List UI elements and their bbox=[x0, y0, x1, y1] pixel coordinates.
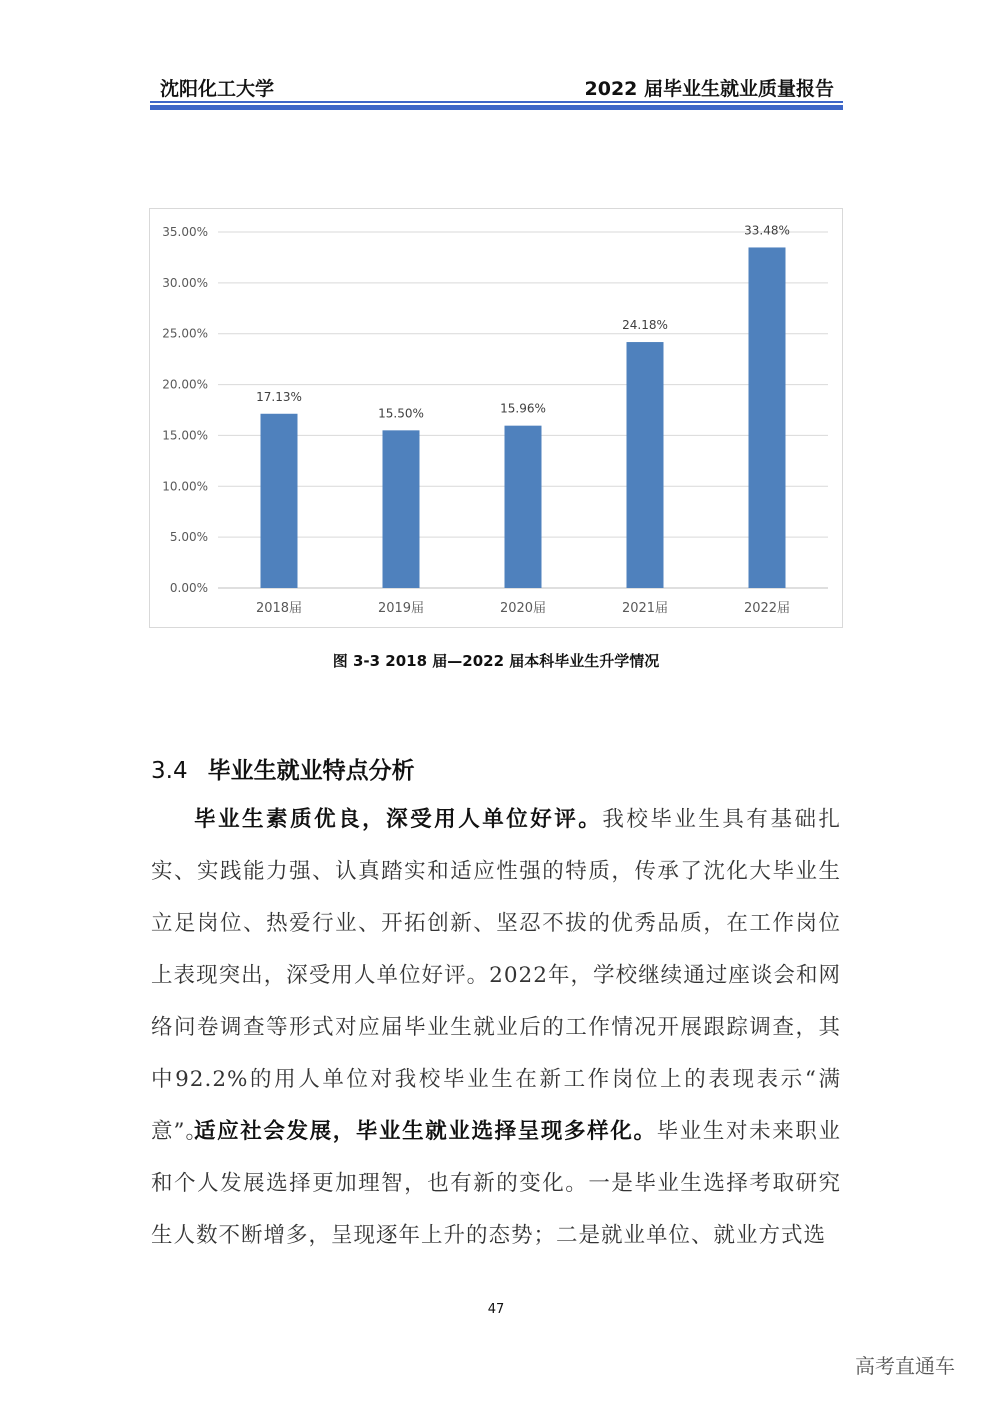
x-tick-label: 2022届 bbox=[743, 601, 791, 616]
data-label: 24.18% bbox=[622, 318, 668, 333]
y-tick-label: 15.00% bbox=[162, 428, 208, 443]
x-tick-label: 2019届 bbox=[377, 601, 425, 616]
header-rule-thin bbox=[150, 101, 843, 103]
paragraph-2 bbox=[151, 1106, 841, 1262]
section-number: 3.4 bbox=[151, 758, 188, 784]
x-tick-label: 2020届 bbox=[499, 601, 547, 616]
y-tick-label: 35.00% bbox=[162, 225, 208, 239]
paragraph-1-lead: 毕业生素质优良，深受用人单位好评。 bbox=[194, 807, 603, 832]
paragraph-1 bbox=[151, 794, 841, 1158]
y-tick-label: 5.00% bbox=[169, 530, 208, 545]
paragraph-2-body: 毕业生对未来职业和个人发展选择更加理智，也有新的变化。一是毕业生选择考取研究生人数不断增多，呈现逐年上升的态势；二是就业单位、就业方式选 bbox=[151, 1119, 841, 1248]
header-university-name: 沈阳化工大学 bbox=[160, 78, 275, 100]
data-label: 15.50% bbox=[378, 406, 424, 421]
x-tick-label: 2018届 bbox=[255, 601, 303, 616]
section-heading bbox=[151, 752, 415, 785]
bar bbox=[505, 426, 542, 588]
watermark-text: 高考直通车 bbox=[855, 1354, 955, 1378]
y-tick-label: 0.00% bbox=[169, 581, 208, 595]
section-title-text: 毕业生就业特点分析 bbox=[207, 758, 415, 784]
bar bbox=[383, 430, 420, 588]
data-label: 17.13% bbox=[256, 389, 302, 404]
x-tick-label: 2021届 bbox=[621, 601, 669, 616]
data-label: 33.48% bbox=[744, 223, 790, 238]
y-tick-label: 30.00% bbox=[162, 275, 208, 290]
paragraph-2-lead: 适应社会发展，毕业生就业选择呈现多样化。 bbox=[194, 1119, 657, 1144]
paragraph-1-body: 我校毕业生具有基础扎实、实践能力强、认真踏实和适应性强的特质，传承了沈化大毕业生立足岗位、热爱行业、开拓创新、坚忍不拔的优秀品质，在工作岗位上表现突出，深受用人单位好评。2022年，学校继续通过座谈会和网络问卷调查等形式对应届毕业生就业后的工作情况开展跟踪调查，其中92.2%的用人单位对我校毕业生在新工作岗位上的表现表示“满意”。 bbox=[151, 807, 841, 1144]
chart-container bbox=[149, 208, 843, 628]
header-report-title: 2022 届毕业生就业质量报告 bbox=[584, 78, 834, 100]
figure-caption: 图 3-3 2018 届—2022 届本科毕业生升学情况 bbox=[332, 652, 660, 670]
bar bbox=[749, 247, 786, 588]
y-tick-label: 20.00% bbox=[162, 377, 208, 392]
page-number: 47 bbox=[487, 1302, 505, 1317]
bar bbox=[261, 414, 298, 588]
data-label: 15.96% bbox=[500, 401, 546, 416]
y-tick-label: 10.00% bbox=[162, 479, 208, 494]
y-tick-label: 25.00% bbox=[162, 326, 208, 341]
bar bbox=[627, 342, 664, 588]
bar-chart bbox=[150, 209, 842, 627]
header-rule-thick bbox=[150, 105, 843, 110]
